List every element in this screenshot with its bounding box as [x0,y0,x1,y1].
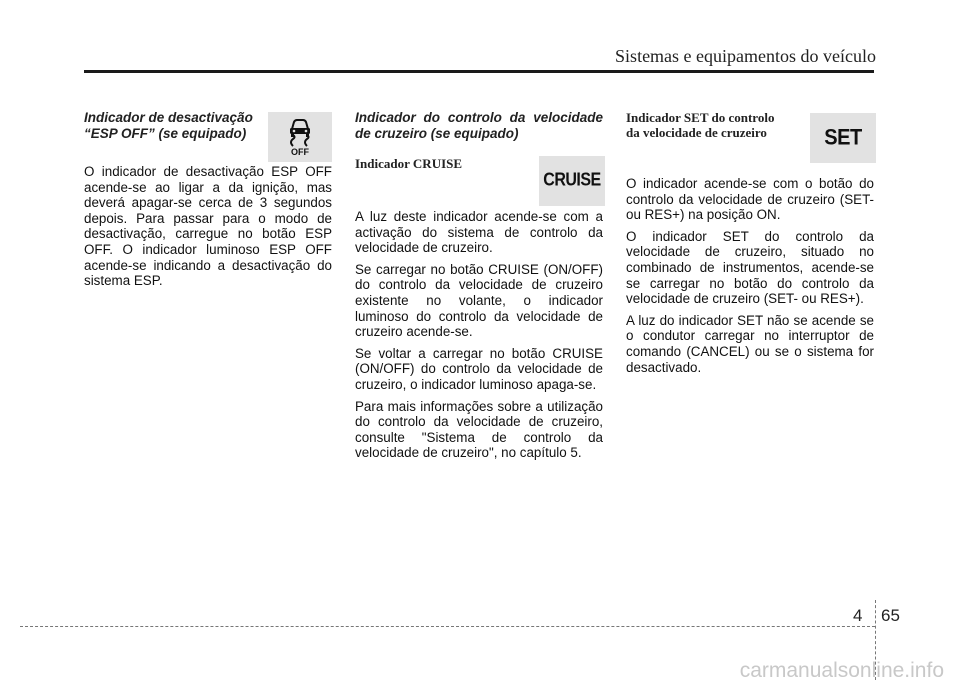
car-skid-icon [285,117,315,147]
chapter-number: 4 [853,606,863,625]
cruise-paragraph-1: A luz deste indicador acende-se com a activação do sistema de controlo da velocidade de cruzeiro. [355,209,603,256]
page-number: 65 [881,606,900,625]
esp-off-heading-line1: Indicador de desactivação [84,110,253,125]
cruise-indicator-icon [539,156,605,206]
cruise-paragraph-3: Se voltar a carregar no botão CRUISE (ON/OFF) do controlo da velocidade de cruzeiro, o indicador luminoso apaga-se. [355,345,603,392]
set-icon-label: SET [824,125,862,150]
footer-rule [20,626,875,627]
esp-off-heading-line2: “ESP OFF” (se equipado) [84,126,247,141]
set-paragraph-3: A luz do indicador SET não se acende se o condutor carregar no interruptor de comando (CANCEL) ou se o sistema for desactivado. [626,312,874,375]
cruise-section-heading: Indicador do controlo da velocidade de cruzeiro (se equipado) [355,110,603,141]
cruise-subheading: Indicador CRUISE [355,156,463,171]
watermark: carmanualsonline.info [739,659,944,682]
set-heading-line2: da velocidade de cruzeiro [626,125,767,140]
set-indicator-icon [810,113,876,163]
esp-off-paragraph: O indicador de desactivação ESP OFF acende-se ao ligar a da ignição, mas deverá apagar-se cerca de 3 segundos depois. Para passar para o modo de desactivação, carregue no botão ESP OFF. O indicador luminoso ESP OFF acende-se indicando a desactivação do sistema ESP. [84,164,332,289]
set-heading-line1: Indicador SET do controlo [626,110,775,125]
esp-off-indicator-icon [268,112,332,162]
header-title: Sistemas e equipamentos do veículo [615,46,876,66]
header-rule [84,70,874,73]
cruise-paragraph-4: Para mais informações sobre a utilização do controlo da velocidade de cruzeiro, consulte "Sistema de controlo da velocidade de cruzeiro", no capítulo 5. [355,398,603,461]
set-paragraph-1: O indicador acende-se com o botão do controlo da velocidade de cruzeiro (SET- ou RES+) na posição ON. [626,176,874,223]
cruise-paragraph-2: Se carregar no botão CRUISE (ON/OFF) do controlo da velocidade de cruzeiro existente no volante, o indicador luminoso do controlo da velocidade de cruzeiro acende-se. [355,261,603,340]
off-label: OFF [291,147,309,157]
set-paragraph-2: O indicador SET do controlo da velocidade de cruzeiro, situado no combinado de instrumentos, acende-se se carregar no botão do controlo da velocidade de cruzeiro (SET- ou RES+). [626,228,874,307]
cruise-icon-label: CRUISE [543,170,601,191]
